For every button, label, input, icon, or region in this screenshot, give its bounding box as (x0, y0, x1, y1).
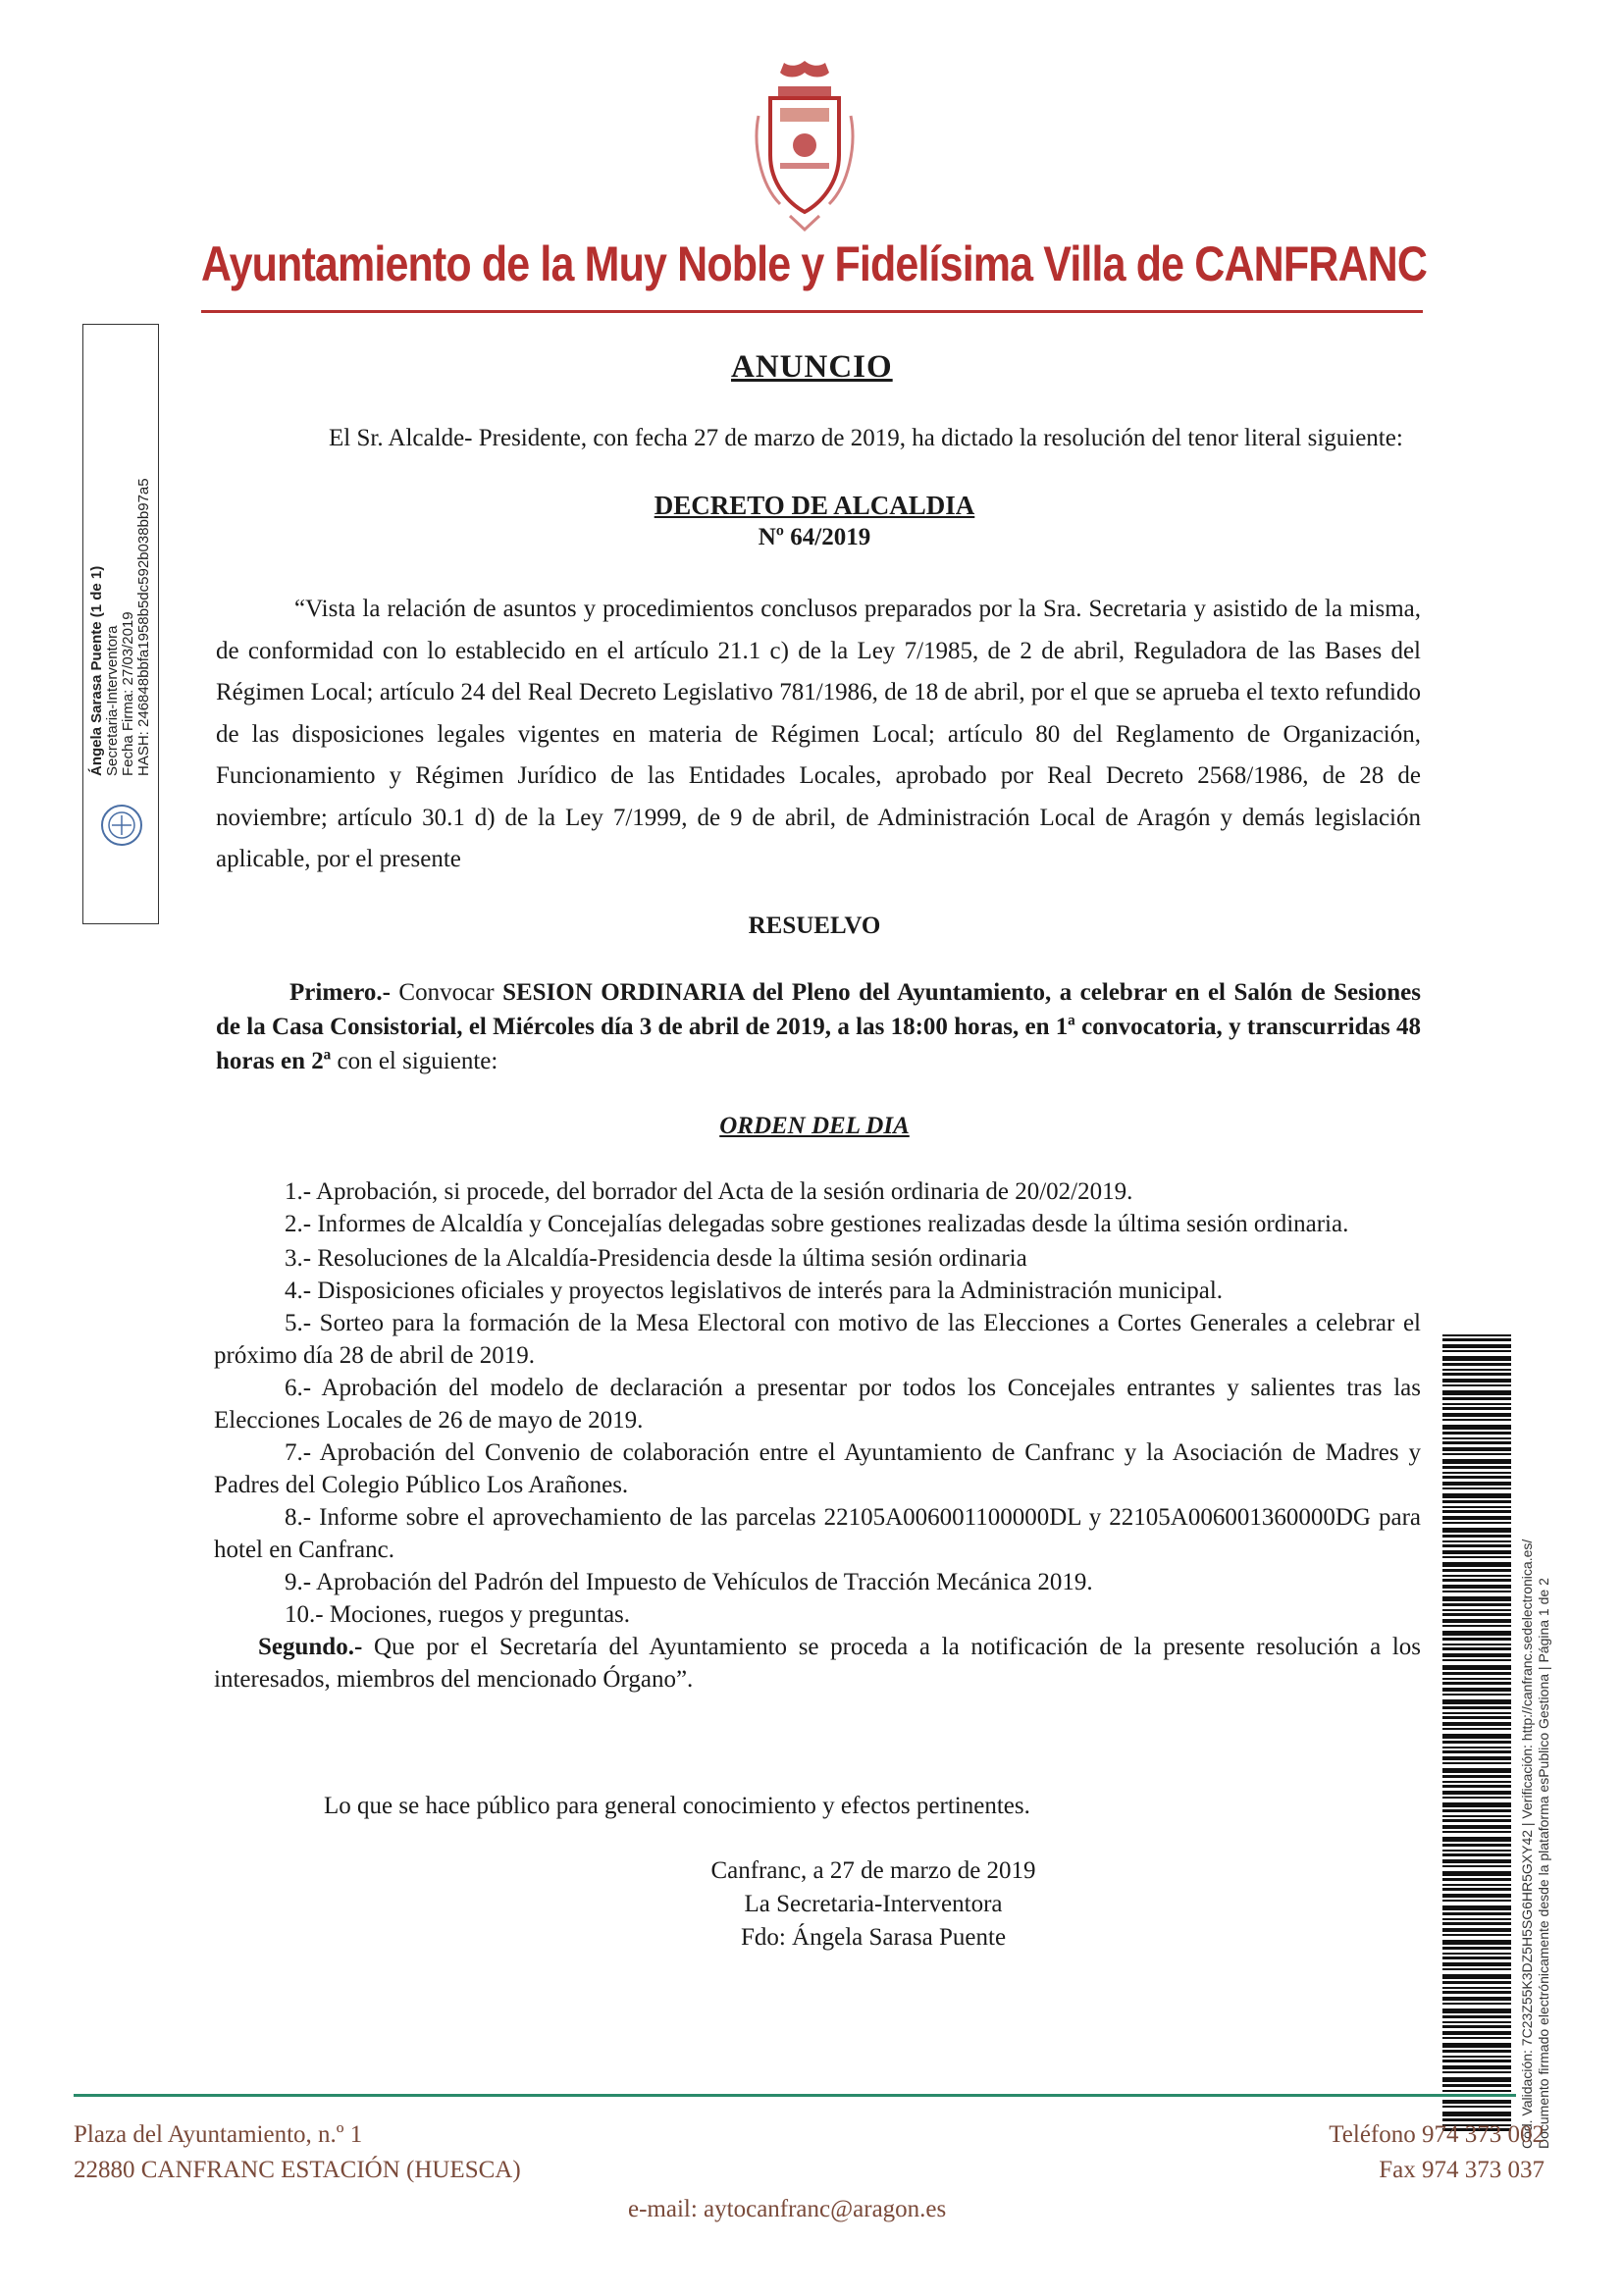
segundo-text: Que por el Secretaría del Ayuntamiento se proceda a la notificación de la presente resolución a los interesados, miembros del mencionado Órgano”. (214, 1634, 1422, 1693)
signer-role: La Secretaria-Interventora (744, 1891, 1003, 1917)
municipality-title: Ayuntamiento de la Muy Noble y Fidelísima Villa de CANFRANC (201, 236, 1428, 291)
validation-barcode (1442, 1334, 1511, 2139)
document-heading: ANUNCIO (731, 349, 893, 385)
primero-bold-text: SESION ORDINARIA del Pleno del Ayuntamiento, a celebrar en el Salón de Sesiones de la Casa Consistorial, el Miércoles día 3 de abril de 2019, a las 18:00 horas, en 1ª convocatoria, y transcurridas 48 horas en 2ª (216, 979, 1422, 1074)
footer-address-line-1: Plaza del Ayuntamiento, n.º 1 (74, 2121, 363, 2148)
agenda-item-6: 6.- Aprobación del modelo de declaración a presentar por todos los Concejales entrantes y salientes tras las Elecciones Locales de 26 de mayo de 2019. (214, 1375, 1421, 1434)
agenda-item-2: 2.- Informes de Alcaldía y Concejalías delegadas sobre gestiones realizadas desde la última sesión ordinaria. (285, 1211, 1349, 1237)
footer-email: e-mail: aytocanfranc@aragon.es (628, 2196, 947, 2222)
segundo-paragraph (214, 1631, 1421, 1696)
agenda-item-10: 10.- Mociones, ruegos y preguntas. (285, 1601, 631, 1628)
signature-signer: Ángela Sarasa Puente (1 de 1) (88, 565, 105, 776)
primero-text-1: Convocar (398, 979, 495, 1006)
segundo-label: Segundo.- (258, 1634, 363, 1660)
recital-paragraph: “Vista la relación de asuntos y procedimientos conclusos preparados por la Sra. Secretaria y asistido de la misma, de conformidad con lo establecido en el artículo 21.1 c) de la Ley 7/1985, de 2 de abril, Reguladora de las Bases del Régimen Local; artículo 24 del Real Decreto Legislativo 781/1986, de 18 de abril, por el que se aprueba el texto refundido de las disposiciones legales vigentes en materia de Régimen Local; artículo 80 del Reglamento de Organización, Funcionamiento y Régimen Jurídico de las Entidades Locales, aprobado por Real Decreto 2568/1986, de 28 de noviembre; artículo 30.1 d) de la Ley 7/1999, de 9 de abril, de Administración Local de Aragón y demás legislación aplicable, por el presente (216, 596, 1421, 872)
resuelvo-heading: RESUELVO (748, 913, 881, 939)
primero-label: Primero.- (289, 979, 391, 1006)
decree-number: Nº 64/2019 (758, 524, 871, 550)
footer-fax: Fax 974 373 037 (1379, 2157, 1544, 2183)
intro-paragraph: El Sr. Alcalde- Presidente, con fecha 27 de marzo de 2019, ha dictado la resolución del tenor literal siguiente: (329, 425, 1403, 451)
header-divider (201, 310, 1423, 313)
decree-title: DECRETO DE ALCALDIA (654, 491, 975, 520)
electronic-signature-stamp (82, 324, 159, 924)
footer-divider (74, 2094, 1516, 2097)
closing-text: Lo que se hace público para general conocimiento y efectos pertinentes. (324, 1793, 1030, 1819)
signature-date: Fecha Firma: 27/03/2019 (120, 611, 136, 776)
primero-text-2: con el siguiente: (337, 1048, 498, 1074)
primero-paragraph (216, 975, 1421, 1078)
agenda-title: ORDEN DEL DIA (719, 1113, 910, 1139)
agenda-item-4: 4.- Disposiciones oficiales y proyectos legislativos de interés para la Administración municipal. (285, 1278, 1224, 1304)
footer-address-line-2: 22880 CANFRANC ESTACIÓN (HUESCA) (74, 2157, 521, 2183)
agenda-item-9: 9.- Aprobación del Padrón del Impuesto de Vehículos de Tracción Mecánica 2019. (285, 1569, 1093, 1595)
agenda-list (214, 1175, 1421, 1696)
agenda-item-8: 8.- Informe sobre el aprovechamiento de las parcelas 22105A006001100000DL y 22105A006001360000DG para hotel en Canfranc. (214, 1504, 1421, 1563)
agenda-item-5: 5.- Sorteo para la formación de la Mesa Electoral con motivo de las Elecciones a Cortes Generales a celebrar el próximo día 28 de abril de 2019. (214, 1310, 1421, 1369)
seal-icon (97, 796, 146, 855)
signature-text (89, 197, 152, 776)
verification-note: Documento firmado electrónicamente desde la plataforma esPublico Gestiona | Página 1 de 2 (1536, 1578, 1551, 2149)
agenda-item-1: 1.- Aprobación, si procede, del borrador del Acta de la sesión ordinaria de 20/02/2019. (285, 1178, 1133, 1205)
coat-of-arms-crest (751, 57, 859, 234)
signature-hash: HASH: 246848bbfa1958b5dc592b038bb97a5 (135, 478, 152, 776)
footer-phone: Teléfono 974 373 002 (1329, 2121, 1544, 2148)
signer-name: Fdo: Ángela Sarasa Puente (740, 1924, 1007, 1951)
agenda-item-7: 7.- Aprobación del Convenio de colaboración entre el Ayuntamiento de Canfranc y la Asociación de Madres y Padres del Colegio Público Los Arañones. (214, 1439, 1421, 1498)
place-date: Canfranc, a 27 de marzo de 2019 (710, 1857, 1036, 1884)
verification-text (1519, 1403, 1552, 2149)
verification-code: Cód. Validación: 7C23Z55K3DZ5H5SG6HR5GXY42 | Verificación: http://canfranc.sedelectronica.es/ (1519, 1539, 1535, 2149)
signature-role: Secretaria-Interventora (104, 625, 121, 776)
agenda-item-3: 3.- Resoluciones de la Alcaldía-Presidencia desde la última sesión ordinaria (285, 1245, 1027, 1272)
signature-block (628, 1854, 1119, 1955)
